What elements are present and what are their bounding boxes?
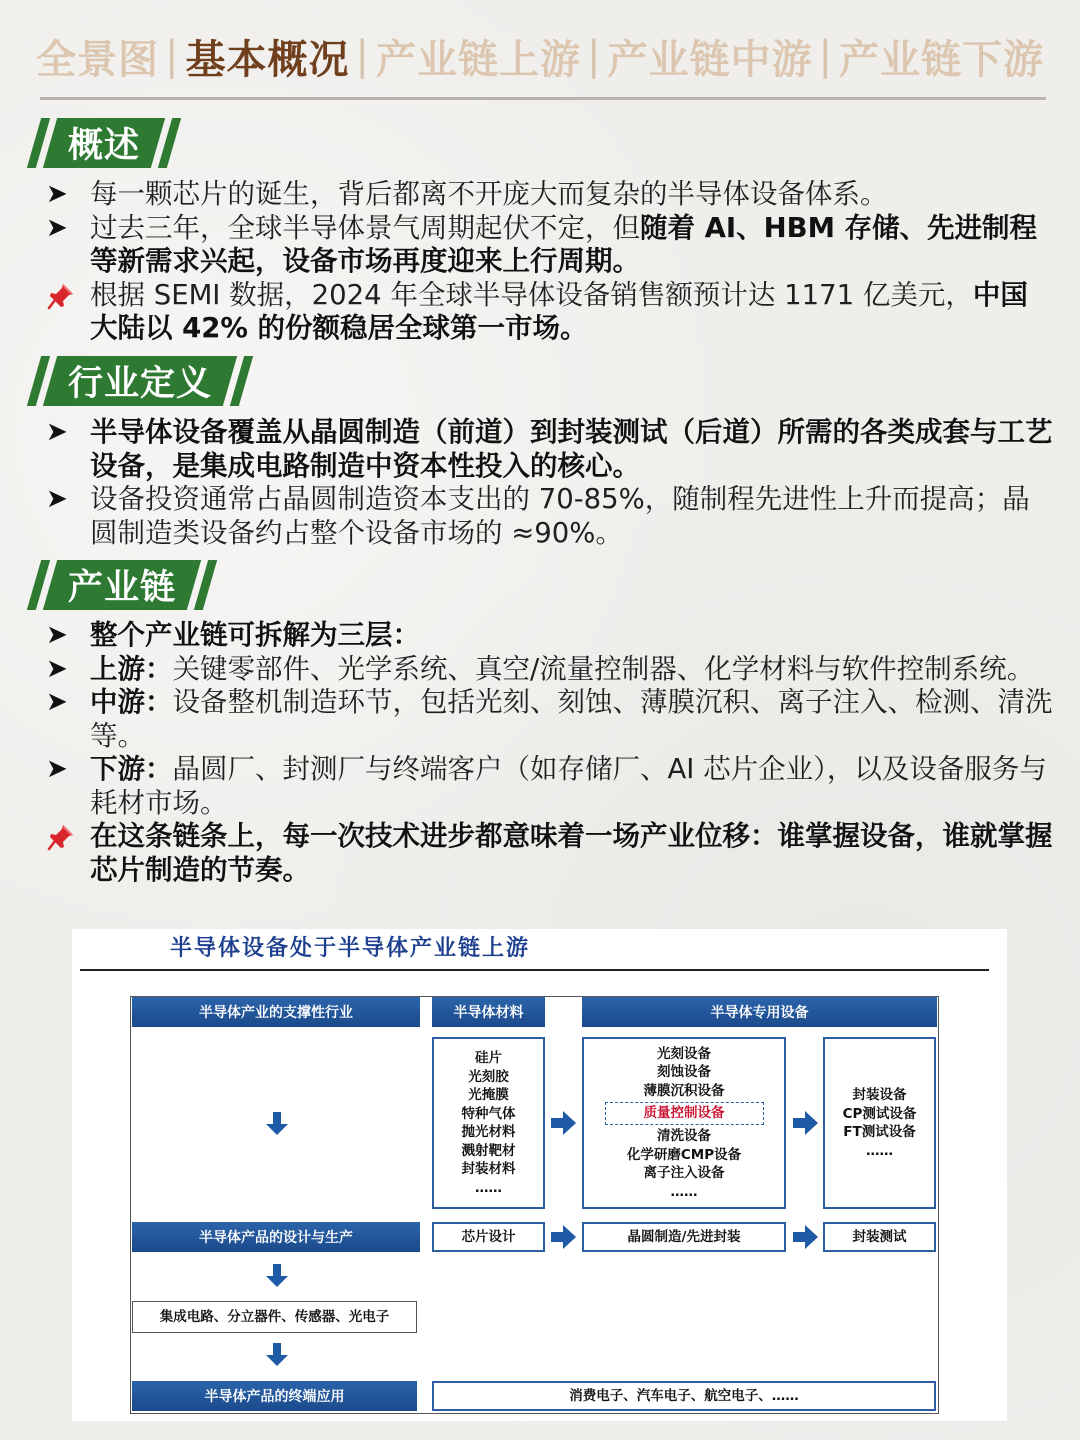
nav-separator: | — [165, 33, 180, 79]
bullet-text: 设备投资通常占晶圆制造资本支出的 70-85%，随制程先进性上升而提高；晶圆制造类设备约占整个设备市场的 ≈90%。 — [90, 483, 1030, 549]
heading-label-box — [43, 560, 201, 610]
bullet-text: 每一颗芯片的诞生，背后都离不开庞大而复杂的半导体设备体系。 — [90, 178, 888, 210]
products-box — [132, 1301, 417, 1333]
bullet-bold-text: 中国大陆以 42% 的份额稳居全球第一市场。 — [90, 278, 1028, 344]
bullet-bold-text: 随着 AI、HBM 存储、先进制程等新需求兴起，设备市场再度迎来上行周期。 — [90, 211, 1038, 277]
bullet-label: 上游： — [90, 652, 173, 685]
heading-text: 产业链 — [68, 568, 177, 608]
chain-list — [44, 619, 1054, 887]
list-item — [44, 686, 1054, 753]
arrow-bullet-icon: ➤ — [46, 653, 68, 684]
arrow-bullet-icon: ➤ — [46, 179, 68, 209]
arrow-bullet-icon: ➤ — [46, 754, 68, 784]
section-heading-overview — [34, 116, 174, 170]
tab-panorama[interactable]: 全景图 — [36, 36, 160, 83]
stage-label: 芯片设计 — [461, 1228, 516, 1245]
arrow-bullet-icon: ➤ — [46, 417, 68, 447]
packaging-item: CP测试设备 — [842, 1105, 917, 1122]
chip-design-box — [432, 1222, 545, 1252]
equipment-item: …… — [670, 1183, 698, 1200]
arrow-bullet-icon: ➤ — [46, 484, 68, 514]
material-item: 硅片 — [475, 1050, 502, 1066]
heading-text: 概述 — [68, 126, 141, 166]
wafer-fab-box — [582, 1222, 786, 1252]
diagram-title-rule — [80, 969, 989, 971]
header-design-production: 半导体产品的设计与生产 — [132, 1222, 420, 1252]
list-item — [44, 483, 1054, 550]
material-item: 封装材料 — [461, 1161, 516, 1177]
packaging-test-box — [823, 1222, 936, 1252]
equipment-box — [582, 1037, 786, 1209]
material-item: 光刻胶 — [468, 1068, 509, 1085]
tab-midstream[interactable]: 产业链中游 — [607, 36, 813, 83]
overview-list — [44, 178, 1054, 346]
list-item — [44, 279, 1054, 346]
material-item: …… — [475, 1179, 502, 1196]
tab-basic-overview[interactable]: 基本概况 — [185, 36, 350, 83]
heading-label-box — [43, 118, 165, 168]
pushpin-icon — [46, 281, 76, 311]
list-item — [44, 653, 1054, 687]
heading-label-box — [43, 356, 237, 406]
bullet-label: 下游： — [90, 753, 173, 785]
arrow-bullet-icon: ➤ — [46, 620, 68, 650]
bullet-bold-text: 半导体设备覆盖从晶圆制造（前道）到封装测试（后道）所需的各类成套与工艺设备，是集成电路制造中资本性投入的核心。 — [90, 416, 1053, 482]
heading-text: 行业定义 — [68, 364, 213, 404]
diagram-title: 半导体设备处于半导体产业链上游 — [170, 935, 531, 961]
packaging-item: …… — [866, 1142, 893, 1159]
nav-separator: | — [818, 33, 833, 79]
stage-label: 封装测试 — [852, 1228, 907, 1245]
list-item — [44, 753, 1054, 820]
section-heading-chain — [34, 558, 210, 612]
list-item — [44, 619, 1054, 653]
tab-upstream[interactable]: 产业链上游 — [376, 36, 581, 83]
list-item — [44, 416, 1054, 483]
bullet-bold-text: 整个产业链可拆解为三层： — [90, 619, 420, 651]
pushpin-icon — [46, 822, 76, 852]
equipment-item: 化学研磨CMP设备 — [626, 1146, 742, 1163]
material-item: 抛光材料 — [461, 1124, 516, 1140]
nav-separator: | — [587, 33, 602, 79]
header-materials: 半导体材料 — [432, 997, 545, 1027]
top-nav — [0, 28, 1080, 84]
material-item: 溅射靶材 — [461, 1142, 516, 1159]
applications-label: 消费电子、汽车电子、航空电子、…… — [569, 1387, 799, 1404]
bullet-bold-text: 在这条链条上，每一次技术进步都意味着一场产业位移：谁掌握设备，谁就掌握芯片制造的节奏。 — [90, 820, 1053, 886]
section-heading-definition — [34, 354, 246, 408]
bullet-text: 设备整机制造环节，包括光刻、刻蚀、薄膜沉积、离子注入、检测、清洗等。 — [90, 686, 1053, 752]
packaging-item: FT测试设备 — [843, 1124, 916, 1140]
packaging-equipment-box — [823, 1037, 936, 1209]
stage-label: 晶圆制造/先进封装 — [627, 1228, 741, 1245]
applications-box — [432, 1381, 936, 1411]
materials-box — [432, 1037, 545, 1209]
industry-chain-diagram — [72, 929, 1007, 1421]
packaging-item: 封装设备 — [852, 1087, 907, 1103]
list-item — [44, 178, 1054, 212]
products-label: 集成电路、分立器件、传感器、光电子 — [159, 1308, 390, 1325]
bullet-text: 晶圆厂、封测厂与终端客户（如存储厂、AI 芯片企业），以及设备服务与耗材市场。 — [90, 753, 1047, 819]
quality-control-highlight: 质量控制设备 — [605, 1102, 764, 1125]
equipment-item: 离子注入设备 — [643, 1165, 725, 1182]
header-support-industries: 半导体产业的支撑性行业 — [132, 997, 420, 1027]
definition-list — [44, 416, 1054, 550]
bullet-label: 中游： — [90, 686, 173, 718]
nav-separator: | — [355, 33, 370, 79]
nav-divider — [40, 97, 1046, 100]
arrow-bullet-icon: ➤ — [46, 687, 68, 717]
equipment-item: 薄膜沉积设备 — [643, 1082, 725, 1099]
header-end-application: 半导体产品的终端应用 — [132, 1381, 417, 1411]
material-item: 特种气体 — [461, 1105, 516, 1122]
bullet-text: 过去三年，全球半导体景气周期起伏不定，但 — [90, 211, 640, 244]
equipment-item: 光刻设备 — [657, 1045, 711, 1062]
equipment-item: 清洗设备 — [657, 1128, 711, 1145]
tab-downstream[interactable]: 产业链下游 — [838, 36, 1044, 83]
arrow-bullet-icon: ➤ — [46, 212, 68, 243]
bullet-text: 根据 SEMI 数据，2024 年全球半导体设备销售额预计达 1171 亿美元， — [90, 278, 973, 311]
material-item: 光掩膜 — [468, 1087, 509, 1103]
bullet-text: 关键零部件、光学系统、真空/流量控制器、化学材料与软件控制系统。 — [172, 652, 1035, 685]
header-equipment: 半导体专用设备 — [582, 997, 937, 1027]
list-item — [44, 820, 1054, 887]
list-item — [44, 212, 1054, 279]
equipment-item: 刻蚀设备 — [657, 1064, 711, 1081]
